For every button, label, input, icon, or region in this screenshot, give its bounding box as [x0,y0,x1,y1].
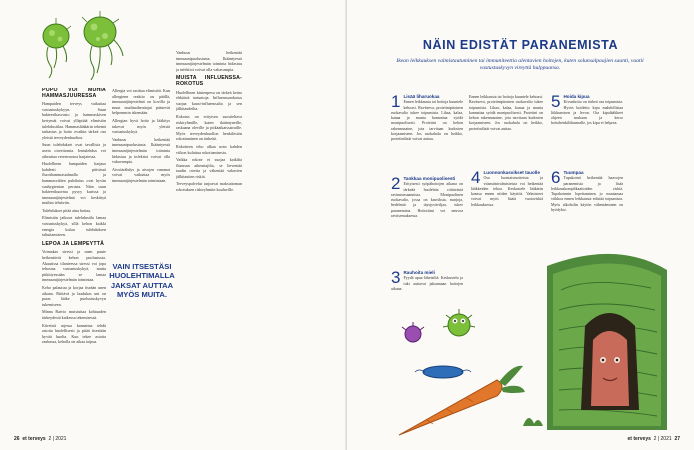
body-paragraph: Huolellinen hampaiden harjaus kahdesti päivässä fluorihammastahnalla ja hammasvälien puhdistus ovat hyvän suuhygienian perusta. Näin suun bakteerikuorma pysyy kurissa ja immuunijärjestelmä voi keskittyä muihin tehtäviin. [42,161,106,206]
item-title: Lisää liharuokaa [403,94,440,99]
carrot-icon [399,366,525,435]
body-paragraph: Tulehdukset pitää aina hoitaa. [42,207,91,213]
left-column-3 [176,50,242,410]
item-text: Erityisesti syöpähoitojen aikana on tärkeää huolehtia riittävästä ravinnonsaannista. Monipuolinen ruokavalio, jossa on kasviksia, marjoja, hedelmiä ja täysjyväviljaa, tukee paranemista. Hoitotiimi voi neuvoa ravitsemuksessa. [391,181,463,219]
item-title: Rauhoita mieli [403,270,435,275]
item-title: Hoida kipua [563,94,590,99]
item-number: 2 [391,174,401,193]
item-number: 3 [391,268,401,287]
germ-icon [415,366,471,378]
item-text: Osa luontaistuotteista ja vitamiinivalmisteista voi heikentää lääkkeiden tehoa. Keskustele lääkärin kanssa ennen niiden käyttöä. Valmisteet voivat myös lisätä vuotoriskiä leikkauksessa. [471,175,543,207]
body-paragraph: Voimakas stressi ja unen puute heikentävät kehon puolustusta. Akuutissa tilanteessa stressi voi jopa tehostaa vastustuskykyä, mutta pitkittyessään se lamaa immuunijärjestelmän toimintaa. [42,249,106,283]
body-paragraph: Kiireistä arjessa kannattaa tehdä asioita huolellisesti ja pitää itsestään hyvää huolta. Kun tekee asioita rauhassa, keholla on aikaa toipua. [42,322,106,345]
item-text: Kivunhoito on tärkeä osa toipumista. Hyvin hoidettu kipu mahdollistaa liikkumisen ja levon. Ota kipulääkkeet ohjeen mukaan ja kerro hoitohenkilökunnalle, jos kipu ei helpota. [551,99,623,126]
left-column-2 [112,88,170,238]
vegetable-shield-illustration [347,230,694,440]
magazine-name: et terveys [627,436,651,442]
body-paragraph: Vaikka rokote ei suojaa kaikilta flunssan aiheuttajilta, se lieventää taudin oireita ja vähentää vakavien jälkitautien riskiä. [176,157,242,179]
left-footer [14,436,66,442]
item-number: 4 [471,168,481,187]
body-paragraph: Huolellinen käsienpesu on tärkeä keino ehkäistä tartuntoja. Influenssarokotus suojaa kausi-influenssalta ja sen jälkitaudeilta. [176,89,242,112]
body-paragraph: Rokotteen teho alkaa noin kahden viikon kuluttua rokottamisesta. [176,143,242,155]
body-paragraph: Elimistön jatkuva tulehdustila lamaa vastustuskykyä, sillä kehon kaikki energia kuluu tulehduksen taltuttamiseen. [42,215,106,238]
body-paragraph: Allergian hyvä hoito ja lääkitys tukevat myös yleistä vastustuskykyä. [112,117,170,135]
heading-influenssa: MUISTA INFLUENSSA-ROKOTUS [176,75,242,87]
item-number: 1 [391,92,401,111]
item-title: Tankkaa monipuolisesti [403,176,456,181]
item-text: Tupakointi heikentää haavojen paranemista ja lisää leikkauskomplikaatioiden riskiä. Tupakoinnin lopettaminen jo muutamaa viikkoa ennen leikkausta edistää toipumista. Myös alkoholin käytön vähentäminen on hyödyksi. [551,175,623,213]
heading-lepoa: LEPOA JA LEMPEYTTÄ [42,240,105,247]
heading-pöpö: PÖPÖ VOI MUHIA HAMMASJUURESSA [42,88,106,99]
pull-quote: VAIN ITSESTÄSI HUOLEHTIMALLA JAKSAT AUTTAA MYÖS MUITA. [109,262,175,300]
body-paragraph: Suun tulehdukset ovat tavallisia ja usein oireettomia. Ientulehdus voi aiheuttaa verenvuotoa harjatessa. [42,142,106,159]
germ-icon [402,322,424,342]
list-item [551,170,623,212]
body-paragraph: Hampaiden terveys vaikuttaa vastustuskykyyn. Suun bakteerikasvusto ja hammaskiven kertymät voivat ylläpitää elimistön tulehdustilaa. Hammaslääkärin tekemä tarkastus ja hoito ovatkin tärkeä osa yleistä terveydenhuoltoa. [42,101,106,140]
page-title: NÄIN EDISTÄT PARANEMISTA [422,38,619,52]
list-item [391,94,463,142]
magazine-name: et terveys [22,436,46,442]
body-paragraph: Rokotus on erityisen suositeltava riskiryhmille, kuten ikääntyneille, raskaana oleville ja pitkäaikaissairaille. Myös terveydenhuollon henkilöstön rokottaminen on tärkeää. [176,113,242,142]
item-number: 6 [551,168,561,187]
lede: Ikean leikkauksen valmistautuminen tai immuniteettia alentavien hoitojen, kuten solunsalpaajien saanti, vaatii vastustuskyvyn vireyttä hulppuansa. [396,58,644,71]
item-text: Ennen leikkausta tai hoitoja kuuntele kehoasi. Ravitseva, proteiinipitoinen ruokavalio tukee toipumista. Lihaa, kalaa, kanaa ja munia kannattaa syödä monipuolisesti. Proteiini on kehon rakennusaine, jota tarvitaan kudosten korjaamiseen. Jos ruokahalu on heikko, proteiinilisät voivat auttaa. [391,99,463,142]
item-number: 5 [551,92,561,111]
body-paragraph: Terveyspalvelut tarjoavat maksuttoman rokotuksen riskiryhmiin kuuluville. [176,181,242,193]
right-column-middle [469,94,543,164]
body-paragraph: Allergia voi rasittaa elimistöä. Kun allerginen reaktio on päällä, immuunijärjestelmä on kovilla ja muut taudinaiheuttajat pääsevät helpommin iskemään. [112,88,170,116]
issue-label: 2 | 2021 [653,436,672,442]
page-number: 27 [674,436,680,442]
body-paragraph: Vanhuus heikentää immuunipuolustusta. Ikääntyessä immuunijärjestelmän toiminta hidastuu ja infektiot voivat olla vakavampia. [176,50,242,72]
list-item [471,170,543,207]
body-paragraph: Keho palautuu ja korjaa itseään unen aikana. Riittävä ja laadukas uni on paras lääke puolustuskyvyn tukemiseen. [42,285,106,307]
body-paragraph: Vanhuus heikentää immuunipuolustusta. Ikääntyessä immuunijärjestelmän toiminta hidastuu ja infektiot voivat olla vakavampia. [112,136,170,165]
body-paragraph: Aivotärähdys ja aivojen vammat voivat vaikuttaa myös immuunijärjestelmän toimintaan. [112,166,170,183]
body-paragraph: Ennen leikkausta tai hoitoja kuuntele kehoasi. Ravitseva, proteiinipitoinen ruokavalio tukee toipumista. Lihaa, kalaa, kanaa ja munia kannattaa syödä monipuolisesti. Proteiini on kehon rakennusaine, jota tarvitaan kudosten korjaamiseen. Jos ruokahalu on heikko, proteiinilisät voivat auttaa. [469,94,543,131]
right-page [347,0,694,450]
item-title: Tuumpaa [563,170,584,175]
list-item [551,94,623,126]
germ-icon [443,309,475,336]
list-item [391,176,463,218]
germ-illustration [30,6,140,86]
body-paragraph: Minna Raivio muistuttaa kohtuuden tärkeydestä kaikessa tekemisessä. [42,309,106,320]
issue-label: 2 | 2021 [48,436,67,442]
item-title: Luonnonkasvikset tauolle [483,170,540,175]
left-column-1 [42,88,106,408]
item-text: Pyydä apua läheisiltä. Keskustelu ja tuki auttavat jaksamaan hoitojen aikana. [391,275,463,291]
leaf-shield-icon [547,254,667,430]
right-footer [628,436,680,442]
page-number: 26 [14,436,20,442]
